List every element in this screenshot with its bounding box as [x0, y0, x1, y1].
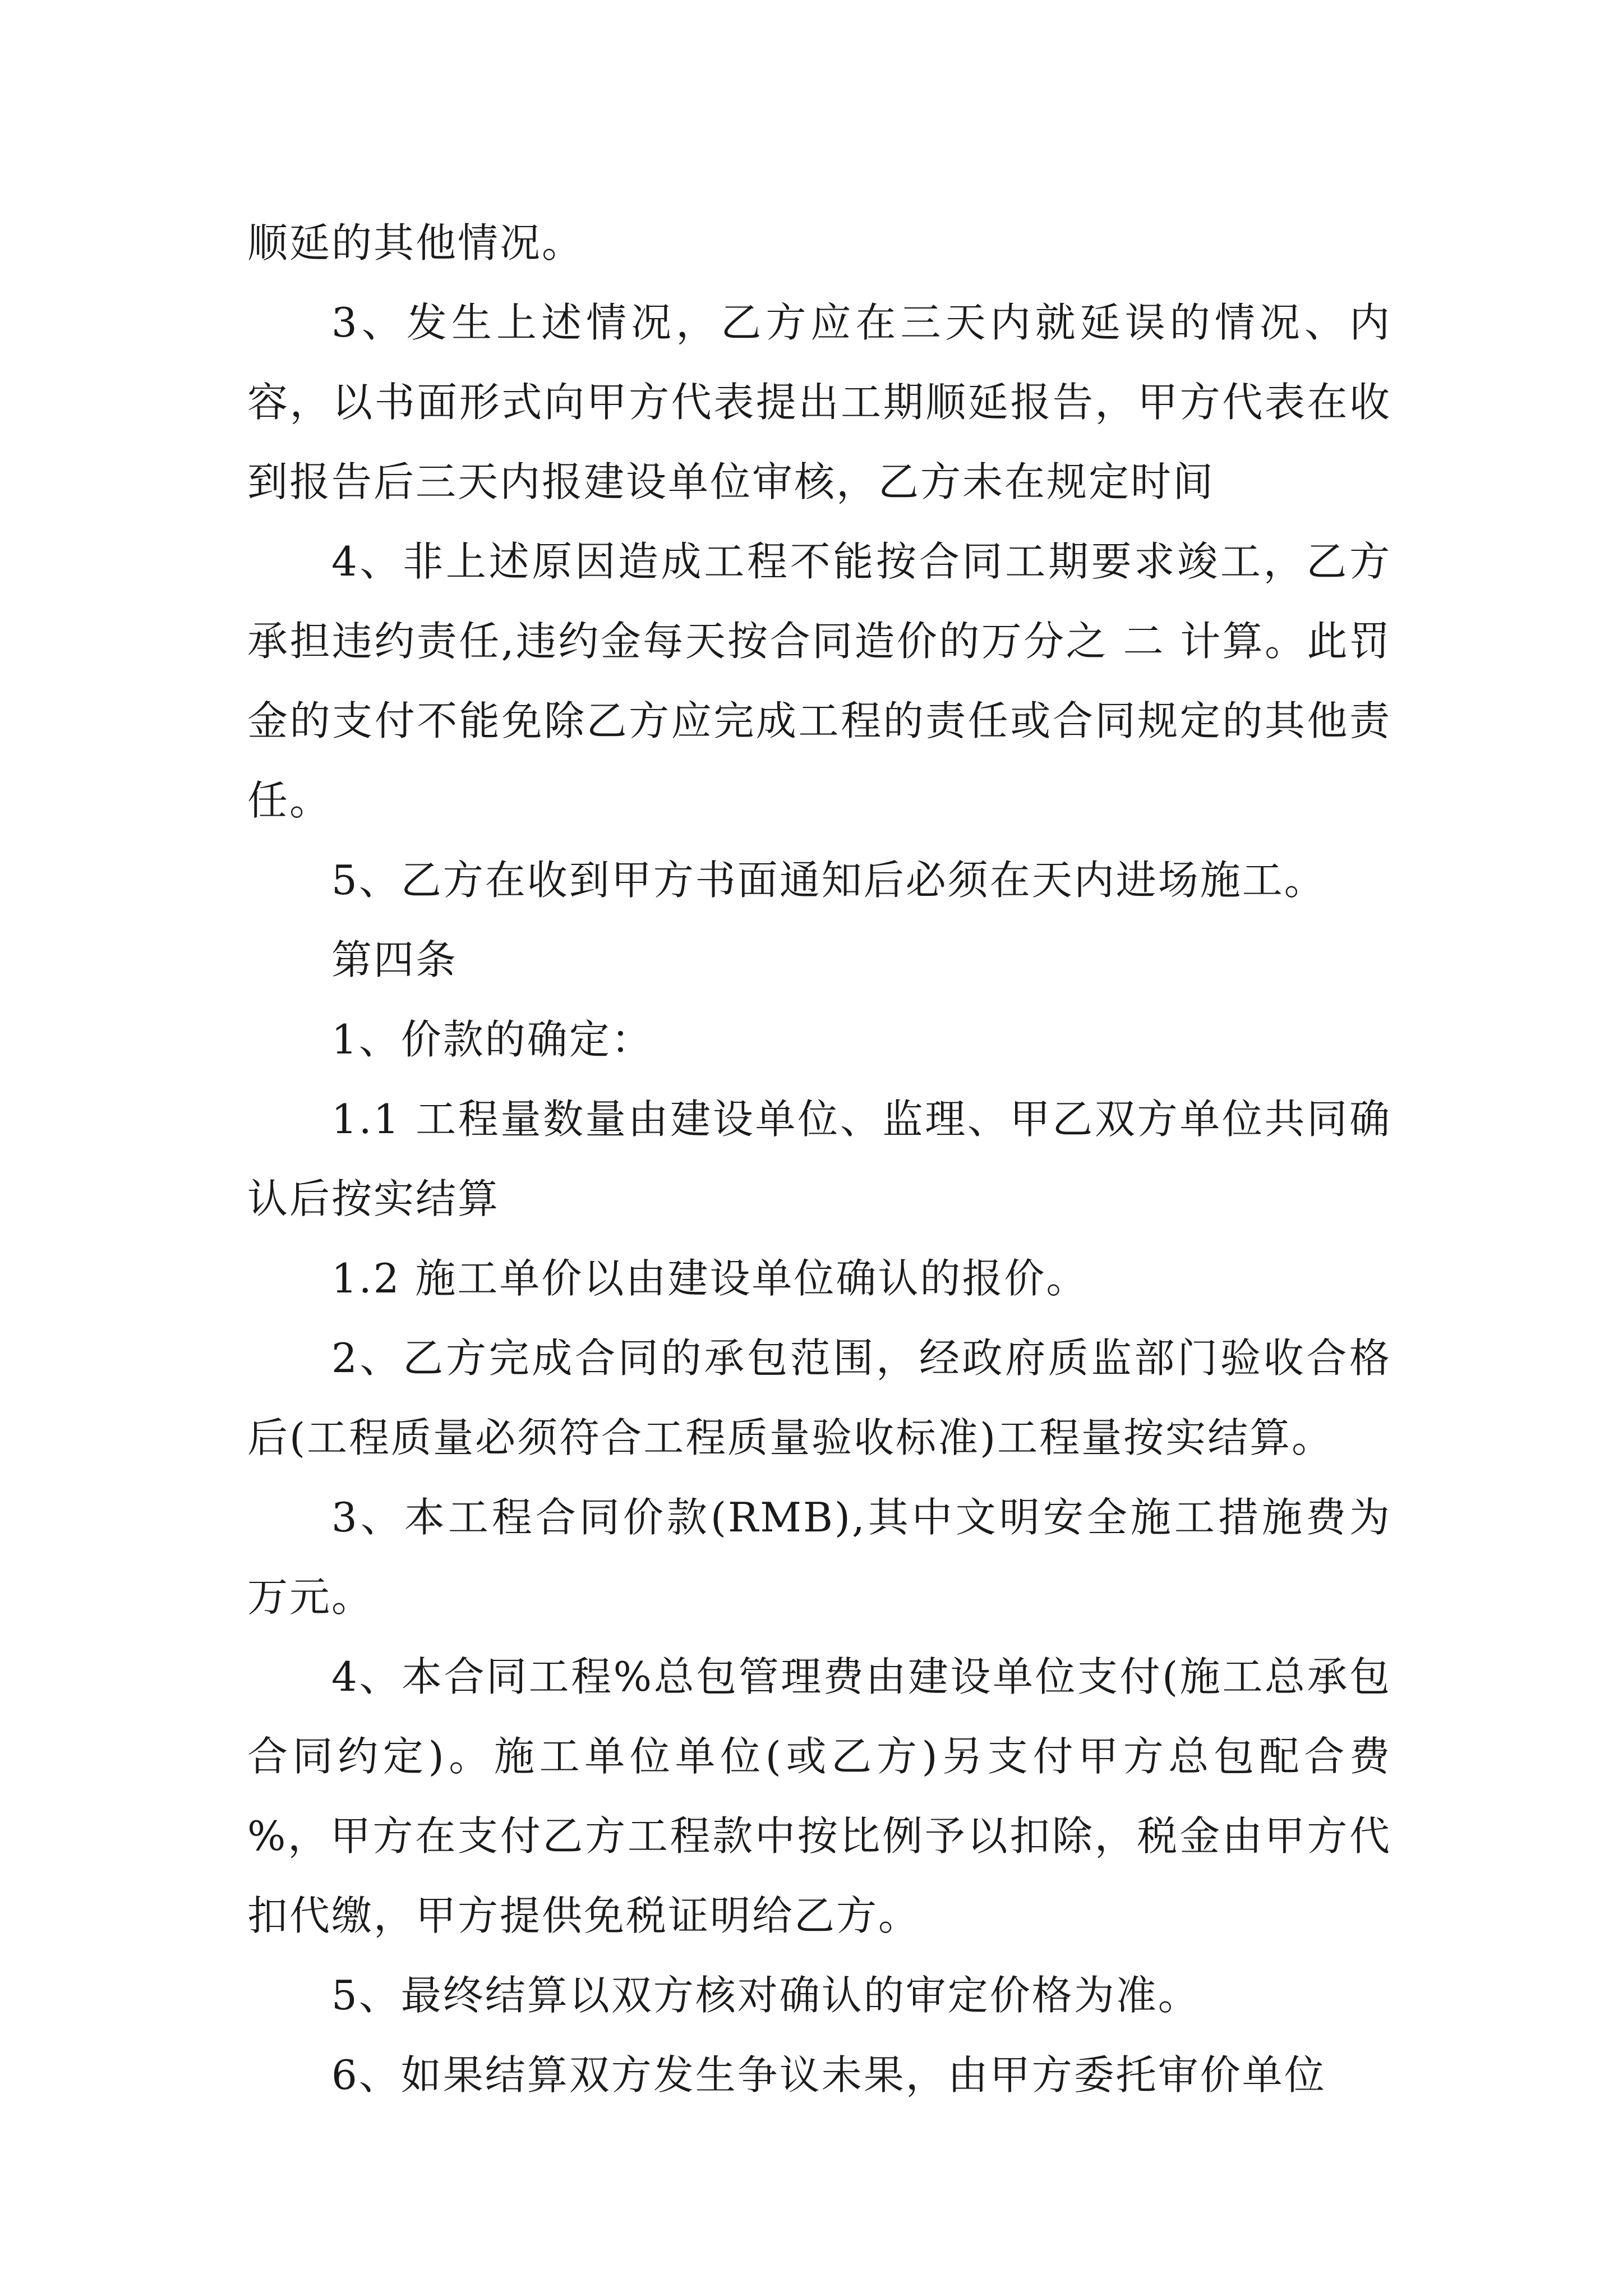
paragraph-1: 顺延的其他情况。	[247, 219, 584, 266]
paragraph-10: 3、本工程合同价款(RMB),其中文明安全施工措施费为万元。	[247, 1494, 1391, 1621]
paragraph-7: 1.1 工程量数量由建设单位、监理、甲乙双方单位共同确认后按实结算	[247, 1096, 1391, 1222]
paragraph-3: 4、非上述原因造成工程不能按合同工期要求竣工，乙方承担违约责任,违约金每天按合同造价的万分之 二 计算。此罚金的支付不能免除乙方应完成工程的责任或合同规定的其他责任。	[247, 538, 1391, 824]
paragraph-13: 6、如果结算双方发生争议未果，由甲方委托审价单位	[331, 2051, 1326, 2099]
paragraph-8: 1.2 施工单价以由建设单位确认的报价。	[331, 1255, 1089, 1302]
contract-body-text	[247, 203, 1391, 2115]
paragraph-4: 5、乙方在收到甲方书面通知后必须在天内进场施工。	[331, 857, 1326, 904]
paragraph-2: 3、发生上述情况，乙方应在三天内就延误的情况、内容，以书面形式向甲方代表提出工期顺延报告，甲方代表在收到报告后三天内报建设单位审核，乙方未在规定时间	[247, 299, 1391, 505]
paragraph-12: 5、最终结算以双方核对确认的审定价格为准。	[331, 1972, 1200, 2019]
paragraph-11: 4、本合同工程%总包管理费由建设单位支付(施工总承包合同约定)。施工单位单位(或乙方)另支付甲方总包配合费 %，甲方在支付乙方工程款中按比例予以扣除，税金由甲方代扣代缴，甲方提供免税证明给乙方。	[247, 1653, 1391, 1939]
paragraph-9: 2、乙方完成合同的承包范围，经政府质监部门验收合格后(工程质量必须符合工程质量验收标准)工程量按实结算。	[247, 1335, 1391, 1461]
paragraph-6: 1、价款的确定：	[331, 1016, 653, 1063]
article-heading: 第四条	[331, 936, 458, 983]
